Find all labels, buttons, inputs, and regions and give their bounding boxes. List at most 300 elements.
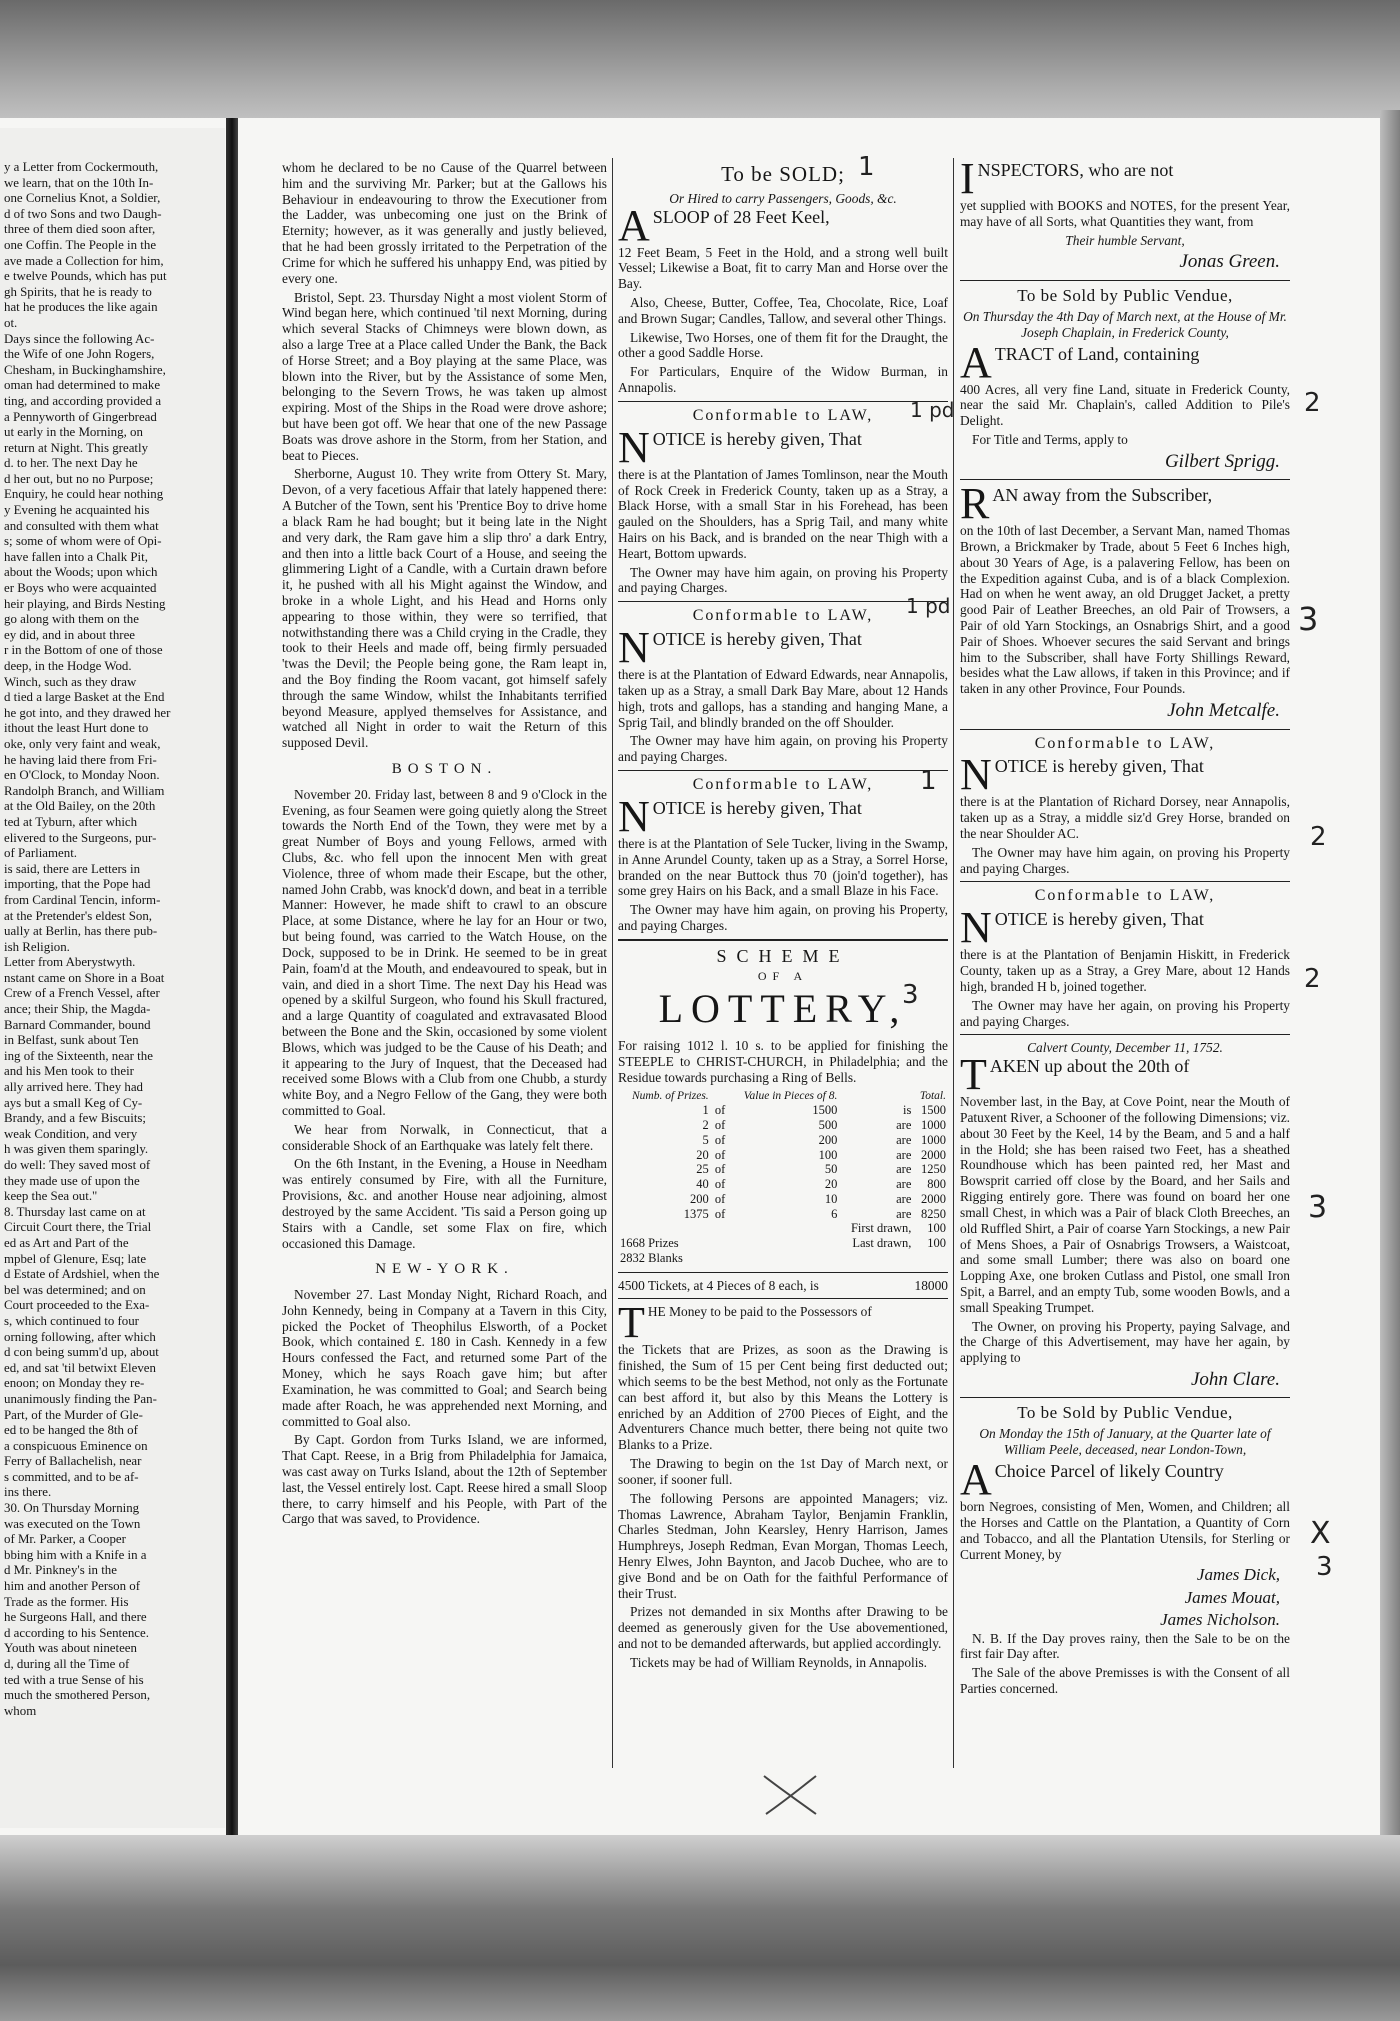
fragment-line: do well: They saved most of (4, 1158, 151, 1172)
drop-cap: T (618, 1298, 645, 1348)
fragment-line: one Cornelius Knot, a Soldier, (4, 191, 161, 206)
drop-cap: N (618, 791, 650, 841)
vendue-heading: To be Sold by Public Vendue, (1017, 285, 1233, 305)
table-cell: are (896, 1206, 912, 1221)
fragment-line: is said, there are Letters in (4, 861, 141, 876)
inspectors-closing: Their humble Servant, (1065, 232, 1185, 248)
fragment-line: deep, in the Hodge Wod. (4, 659, 132, 673)
notice-heading: Conformable to LAW, (1034, 887, 1216, 905)
table-cell: 20 (824, 1177, 838, 1192)
notice-body: there is at the Plantation of Sele Tucker, living in the Swamp, in Anne Arundel County, taken up as a Stray, a Sorrel Horse, branded on the near Buttock thus 70 (join'd together), has some grey Hairs on his Back, and a small Blaze in his Face. (618, 835, 948, 899)
fragment-line: ot. (4, 315, 18, 330)
stray-notice (618, 407, 948, 596)
fragment-line: d Estate of Ardshiel, when the (4, 1267, 160, 1282)
table-cell: of (714, 1118, 726, 1133)
fragment-line: ish Religion. (4, 939, 70, 954)
fragment-line: of Mr. Parker, a Cooper (4, 1532, 126, 1547)
notice-headline: OTICE is hereby given, That (652, 629, 862, 650)
divider (618, 939, 948, 941)
fragment-line: Trade as the former. His (4, 1594, 129, 1609)
fragment-line: er Boys who were acquainted (4, 581, 157, 596)
notice-owner: The Owner may have him again, on proving his Property and paying Charges. (618, 564, 948, 596)
drop-cap: N (618, 422, 650, 472)
schooner-headline: AKEN up about the 20th of (989, 1056, 1190, 1077)
notice-heading: Conformable to LAW, (692, 607, 874, 625)
notice-headline: OTICE is hereby given, That (652, 797, 862, 818)
fragment-line: ut early in the Morning, on (4, 425, 143, 440)
fragment-line: at the Old Bailey, on the 20th (4, 799, 156, 814)
fragment-line: he having laid there from Fri- (4, 752, 157, 767)
fragment-line: ance; their Ship, the Magda- (4, 1002, 151, 1017)
scheme-heading: SCHEME (716, 945, 850, 966)
table-cell: of (714, 1206, 726, 1221)
schooner-body: November last, in the Bay, at Cove Point, near the Mouth of Patuxent River, a Schooner of the following Dimensions; viz. about 30 Feet by the Keel, 14 by the Beam, and 5 and a half in the Hold; she has been raised two Feet, has a sheathed Roundhouse which has been painted red, her Mast and Bowsprit carried off close by the Board, and her Sails and Rigging entirely gore. There was found on board her one small Chest, in which was a Pair of black Cloth Breeches, an old Ruffled Shirt, a Pair of coarse Yarn Stockings, a new Pair of Mens Shoes, a Pair of Osnabrigs Trowsers, a Waistcoat, and some small Lumber; there was also on board one Lopping Axe, one broken Cutlass and Pistol, one small Iron Spit, a Barrel, and an empty Tub, some wooden Bowls, and a small Speaking Trumpet. (960, 1094, 1290, 1315)
table-cell: are (896, 1162, 912, 1177)
table-row (618, 1251, 948, 1266)
fragment-line: importing, that the Pope had (4, 877, 151, 892)
table-cell: 2000 (921, 1147, 946, 1162)
table-cell: 100 (927, 1221, 946, 1236)
table-cell: of (714, 1132, 726, 1147)
signature-jonas-green: Jonas Green. (1179, 251, 1280, 273)
negroes-body: born Negroes, consisting of Men, Women, and Children; all the Horses and Cattle on the Plantation, a Quantity of Corn and Tobacco, and all the Plantation Utensils, for Sterling or Current Money, by (960, 1499, 1290, 1562)
fragment-line: he Surgeons Hall, and there (4, 1610, 147, 1625)
fragment-line: en O'Clock, to Monday Noon. (4, 768, 160, 783)
column-advertisements-a (618, 160, 951, 1674)
fragment-line: from Cardinal Tencin, inform- (4, 892, 161, 907)
table-cell: Last drawn, (852, 1236, 912, 1251)
fragment-line: ins there. (4, 1485, 52, 1500)
divider (618, 770, 948, 771)
new-york-heading: NEW-YORK. (375, 1261, 514, 1278)
fragment-line: three of them died soon after, (4, 222, 156, 237)
fragment-line: Letter from Aberystwyth. (4, 955, 136, 970)
notice-heading: Conformable to LAW, (692, 406, 874, 424)
fragment-line: d. to her. The next Day he (4, 456, 138, 471)
fragment-line: oman had determined to make (4, 378, 161, 393)
pencil-cross-mark (760, 1772, 820, 1818)
table-cell: is (903, 1103, 912, 1118)
handwritten-mark: 2 (1304, 388, 1321, 418)
handwritten-mark: 1 pd (906, 594, 951, 618)
table-cell: 5 (702, 1132, 709, 1147)
notice-headline: OTICE is hereby given, That (994, 756, 1204, 777)
table-cell: First drawn, (850, 1221, 912, 1236)
table-row (618, 1162, 948, 1177)
money-headline-row (618, 1298, 948, 1348)
vendue-date-place: On Monday the 15th of January, at the Quarter late of William Peele, deceased, near London-Town, (979, 1426, 1271, 1458)
divider (960, 881, 1290, 882)
handwritten-mark: 3 (1308, 1190, 1328, 1225)
handwritten-mark: 2 (1310, 822, 1327, 852)
fragment-line: ave made a Collection for him, (4, 253, 164, 268)
table-cell: 50 (824, 1162, 838, 1177)
sloop-description: 12 Feet Beam, 5 Feet in the Hold, and a strong well built Vessel; Likewise a Boat, fit to carry Man and Horse over the Bay. (618, 244, 948, 292)
fragment-line: return at Night. This greatly (4, 440, 149, 455)
money-headline: HE Money to be paid to the Possessors of (647, 1304, 872, 1320)
boston-report-1: November 20. Friday last, between 8 and 9 o'Clock in the Evening, as four Seamen were going quietly along the Street towards the North End of the Town, they were met by a great Number of Boys and young Fellows, armed with Clubs, &c. who fell upon the innocent Men with great Violence, three of whom made their Escape, but the other, named John Crabb, was knock'd down, and beat in a terrible Manner: However, he made shift to crawl to an obscure Place, at some Distance, where he lay for an Hour or two, but being found, was carried to the Watch House, on the Dock, supposed to be in Drink. He seemed to be in great Pain, foam'd at the Mouth, and endeavoured to speak, but in vain, and died in a short Time. The next Day his Head was opened by a skilful Surgeon, who found his Skull fractured, and a large Quantity of coagulated and extravasated Blood between the Bone and the Skin, occasioned by some violent Blows, which was judged to be the Cause of his Death; and it appearing to the Jury of Inquest, that the Deceased had received some Blows with a Club from one Chubb, a sturdy white Boy, and a Negro Fellow of the Gang, they were both committed to Goal. (282, 786, 607, 1118)
fragment-line: Circuit Court there, the Trial (4, 1220, 152, 1235)
tract-terms: For Title and Terms, apply to (972, 431, 1128, 447)
drop-cap: N (960, 750, 992, 800)
handwritten-mark: X (1310, 1516, 1331, 1551)
table-cell: 2832 Blanks (620, 1250, 683, 1265)
fragment-line: a Pennyworth of Gingerbread (4, 409, 157, 424)
notice-owner: The Owner may have him again, on proving his Property and paying Charges. (960, 844, 1290, 876)
signature-john-clare: John Clare. (1190, 1369, 1280, 1391)
table-cell: 40 (696, 1177, 709, 1192)
prizes-note: Prizes not demanded in six Months after Drawing to be deemed as generously given for the Use abovementioned, and not to be demanded afterwards, but applied accordingly. (618, 1604, 948, 1652)
fragment-line: bel was determined; and on (4, 1282, 146, 1297)
lottery-purpose: For raising 1012 l. 10 s. to be applied for finishing the STEEPLE to CHRIST-CHURCH, in Philadelphia; and the Residue towards purchasing a Ring of Bells. (618, 1038, 948, 1085)
table-cell: are (896, 1118, 912, 1133)
sloop-ad (618, 200, 948, 250)
fragment-line: we learn, that on the 10th In- (4, 175, 154, 190)
header-cell: Total. (919, 1089, 946, 1102)
fragment-line: they made use of upon the (4, 1173, 140, 1188)
table-cell: of (714, 1147, 726, 1162)
fragment-line: ted at Tyburn, after which (4, 814, 138, 829)
fragment-line: d tied a large Basket at the End (4, 690, 165, 705)
consent-note: The Sale of the above Premisses is with the Consent of all Parties concerned. (960, 1665, 1290, 1696)
fragment-line: weak Condition, and very (4, 1126, 138, 1141)
handwritten-mark: 1 (858, 152, 875, 182)
fragment-line: keep the Sea out." (4, 1189, 98, 1204)
divider (618, 1298, 948, 1299)
fragment-line: about the Woods; upon which (4, 565, 158, 580)
table-cell: are (896, 1191, 912, 1206)
table-cell: 800 (927, 1177, 946, 1192)
fragment-line: d her out, but no no Purpose; (4, 471, 154, 486)
schooner-ad (960, 1050, 1290, 1100)
fragment-line: at the Pretender's eldest Son, (4, 908, 153, 923)
notice-body: there is at the Plantation of James Tomlinson, near the Mouth of Rock Creek in Frederick County, taken up as a Stray, a Black Horse, with a small Star in his Forehead, has been gauled on the Shoulders, has a Sprig Tail, and many white Hairs on his Back, and is branded on the near Thigh with a Heart, Bottom upwards. (618, 466, 948, 561)
divider (960, 280, 1290, 281)
table-row (618, 1192, 948, 1207)
calvert-dateline: Calvert County, December 11, 1752. (1027, 1040, 1223, 1056)
fragment-line: go along with them on the (4, 612, 139, 627)
signature-james-dick: James Dick, (1196, 1565, 1280, 1585)
table-cell: 20 (696, 1147, 709, 1162)
table-cell: 1250 (921, 1162, 946, 1177)
table-cell: 10 (824, 1191, 838, 1206)
fragment-line: elivered to the Surgeons, pur- (4, 830, 157, 845)
runaway-headline: AN away from the Subscriber, (992, 485, 1213, 506)
fragment-line: ey did, and in about three (4, 627, 136, 642)
column-news (282, 160, 607, 1530)
new-york-report-2: By Capt. Gordon from Turks Island, we are informed, That Capt. Reese, in a Brig from Philadelphia for Jamaica, was cast away on Turks Island, about the 12th of September last, the Vessel entirely lost. Capt. Reese hired a small Sloop there, to carry himself and his People, with Part of the Cargo that was saved, to Providence. (282, 1432, 607, 1527)
column-rule (612, 158, 613, 1768)
managers: The following Persons are appointed Managers; viz. Thomas Lawrence, Abraham Taylor, Benjamin Franklin, Charles Stedman, John Kearsley, Henry Harrison, James Humphreys, Joseph Redman, Evan Morgan, Thomas Leech, Henry Elwes, John Baynton, and Jacob Duchee, who are to give Bond and be on Oath for the faithful Performance of their Trust. (618, 1490, 948, 1601)
drop-cap: N (618, 623, 650, 673)
drop-cap: T (960, 1050, 987, 1100)
prize-table-header (618, 1090, 948, 1104)
fragment-line: 30. On Thursday Morning (4, 1501, 140, 1516)
fragment-line: he got into, and they drawed her (4, 705, 171, 720)
table-cell: of (714, 1177, 726, 1192)
divider (618, 401, 948, 402)
table-cell: 1500 (812, 1103, 838, 1118)
fragment-line: one Coffin. The People in the (4, 237, 157, 252)
tract-ad (960, 337, 1290, 387)
sloop-headline: SLOOP of 28 Feet Keel, (652, 206, 830, 227)
fragment-line: ually at Berlin, has there pub- (4, 924, 158, 939)
fragment-line: nstant came on Shore in a Boat (4, 970, 165, 985)
table-cell: 1000 (921, 1118, 946, 1133)
fragment-line: the Wife of one John Rogers, (4, 347, 155, 362)
fragment-line: enoon; on Monday they re- (4, 1376, 145, 1391)
fragment-line: oke, only very faint and weak, (4, 736, 161, 751)
fragment-line: him and another Person of (4, 1579, 141, 1594)
handwritten-mark: 3 (902, 980, 919, 1010)
handwritten-mark: 1 (920, 766, 937, 796)
new-york-report-1: November 27. Last Monday Night, Richard Roach, and John Kennedy, being in Company at a Tavern in this City, picked the Pocket of Theophilus Elsworth, of a Pocket Book, which contained £. 180 in Cash. Kennedy in a few Hours confessed the Fact, and returned some Part of the Money, which he says Roach gave him; but after Examination, he was committed to Goal; and Search being made after Roach, he was apprehended next Morning, and committed to Goal also. (282, 1287, 607, 1429)
fragment-line: Court proceeded to the Exa- (4, 1298, 150, 1313)
boston-heading: BOSTON. (391, 761, 498, 778)
fragment-line: Chesham, in Buckinghamshire, (4, 362, 166, 377)
lottery-scheme (618, 946, 948, 1671)
table-cell: 2000 (921, 1191, 946, 1206)
handwritten-mark: 1 pd (910, 398, 955, 422)
stray-notice (618, 776, 948, 934)
tract-headline: TRACT of Land, containing (994, 343, 1200, 364)
table-cell: 2 (702, 1118, 709, 1133)
handwritten-mark: 3 (1316, 1552, 1333, 1582)
runaway-ad (960, 479, 1290, 529)
money-body: the Tickets that are Prizes, as soon as the Drawing is finished, the Sum of 15 per Cent being first deducted out; which seems to be the best Method, not only as the Fortunate can best afford it, but also by this Means the Lottery is enriched by an Addition of 2700 Pieces of Eight, and the Adventurers Chance much better, there being not quite two Blanks to a Prize. (618, 1342, 948, 1453)
table-cell: 1000 (921, 1132, 946, 1147)
notice-body: there is at the Plantation of Edward Edwards, near Annapolis, taken up as a Stray, a small Dark Bay Mare, about 12 Hands high, trots and gallops, has a standing and hanging Mane, a Sprig Tail, and blindly branded on the off Shoulder. (618, 667, 948, 730)
fragment-line: ally arrived here. They had (4, 1080, 143, 1095)
fragment-line: d Mr. Pinkney's in the (4, 1563, 117, 1578)
divider (618, 601, 948, 602)
tract-body: 400 Acres, all very fine Land, situate in Frederick County, near the said Mr. Chaplain's, called Addition to Pile's Delight. (960, 381, 1290, 429)
signature-james-nicholson: James Nicholson. (1160, 1610, 1280, 1630)
inspectors-ad (960, 160, 1290, 203)
fragment-line: s, which continued to four (4, 1313, 139, 1328)
fragment-line: hat he produces the like again (4, 300, 158, 315)
table-cell: 6 (831, 1206, 838, 1221)
table-cell: 1 (702, 1103, 709, 1118)
fragment-line: ays but a small Keg of Cy- (4, 1095, 143, 1110)
fragment-line: ed as Art and Part of the (4, 1235, 129, 1250)
sloop-enquire: For Particulars, Enquire of the Widow Burman, in Annapolis. (618, 364, 948, 396)
fragment-line: Barnard Commander, bound (4, 1017, 151, 1032)
notice-body: there is at the Plantation of Benjamin Hiskitt, in Frederick County, taken up as a Stray, a Grey Mare, about 12 Hands high, branded H b, joined together. (960, 947, 1290, 994)
boston-report-3: On the 6th Instant, in the Evening, a House in Needham was entirely consumed by Fire, with all the Furniture, Provisions, &c. and another House near adjoining, almost destroyed by the same Accident. 'Tis said a Person going up Stairs with a Candle, set some Flax on fire, which occasioned this Damage. (282, 1156, 607, 1251)
schooner-owner: The Owner, on proving his Property, paying Salvage, and the Charge of this Advertisement, may have her again, by applying to (960, 1318, 1290, 1366)
fragment-line: y a Letter from Cockermouth, (4, 160, 159, 174)
notice-owner: The Owner may have him again, on proving his Property and paying Charges. (618, 733, 948, 765)
tickets-line (618, 1278, 948, 1294)
fragment-line: Enquiry, he could hear nothing (4, 487, 164, 502)
table-cell: 1375 (683, 1206, 709, 1221)
table-cell: of (714, 1162, 726, 1177)
fragment-line: in Belfast, sunk about Ten (4, 1033, 139, 1048)
boston-report-2: We hear from Norwalk, in Connecticut, that a considerable Shock of an Earthquake was lately felt there. (282, 1121, 607, 1153)
notice-heading: Conformable to LAW, (692, 776, 874, 794)
fragment-line: h was given them sparingly. (4, 1142, 149, 1157)
vendue-heading: To be Sold by Public Vendue, (1017, 1403, 1233, 1423)
bristol-report: Bristol, Sept. 23. Thursday Night a most violent Storm of Wind began here, which continued 'til next Morning, during which several Stacks of Chimneys were blown down, as also a large Tree at a Place called Under the Bank, the Back of Horse Street; and a Boy playing at the same Place, was blown into the River, but by the Assistance of some Men, belonging to the Severn Trows, he was taken up almost expiring. Most of the Ships in the Road were drove ashore; but have been got off. We hear that one of the new Passage Boats was drove ashore in the Storm, from her Station, and beat to Pieces. (282, 289, 607, 463)
fragment-line: ing of the Sixteenth, near the (4, 1048, 153, 1063)
fragment-line: e twelve Pounds, which has put (4, 269, 167, 284)
fragment-line: ithout the least Hurt done to (4, 721, 149, 736)
divider (960, 1034, 1290, 1035)
fragment-line: d con being summ'd up, about (4, 1345, 159, 1360)
table-row (618, 1133, 948, 1148)
drop-cap: A (960, 337, 992, 387)
lottery-title: LOTTERY, (658, 986, 908, 1032)
table-row (618, 1118, 948, 1133)
fragment-line: d according to his Sentence. (4, 1625, 149, 1640)
stray-notice (960, 887, 1290, 1029)
fragment-line: was executed on the Town (4, 1516, 141, 1531)
rain-note: N. B. If the Day proves rainy, then the Sale to be on the first fair Day after. (960, 1630, 1290, 1662)
table-cell: 200 (689, 1191, 709, 1206)
tickets-total: 18000 (914, 1277, 948, 1293)
fragment-line: and his Men took to their (4, 1064, 134, 1079)
fragment-line: y Evening he acquainted his (4, 503, 150, 518)
notice-heading: Conformable to LAW, (1034, 734, 1216, 752)
table-cell: 1500 (921, 1103, 946, 1118)
fragment-line: Winch, such as they draw (4, 674, 137, 689)
table-row (618, 1207, 948, 1222)
table-cell: 100 (927, 1236, 946, 1251)
fragment-line: r in the Bottom of one of those (4, 643, 163, 658)
drop-cap: A (960, 1455, 992, 1505)
notice-body: there is at the Plantation of Richard Dorsey, near Annapolis, taken up as a Stray, a middle siz'd Grey Horse, branded on the near Shoulder AC. (960, 794, 1290, 842)
divider (960, 729, 1290, 730)
fragment-line: mpbel of Glenure, Esq; late (4, 1251, 147, 1266)
fragment-line: Crew of a French Vessel, after (4, 986, 160, 1001)
fragment-line: d of two Sons and two Daugh- (4, 206, 162, 221)
prize-table (618, 1090, 948, 1266)
notice-headline: OTICE is hereby given, That (652, 428, 862, 449)
table-cell: are (896, 1147, 912, 1162)
header-cell: Value in Pieces of 8. (743, 1089, 838, 1102)
drawing-date: The Drawing to begin on the 1st Day of March next, or sooner, if sooner full. (618, 1456, 948, 1487)
handwritten-mark: 2 (1304, 964, 1321, 994)
sloop-goods: Also, Cheese, Butter, Coffee, Tea, Chocolate, Rice, Loaf and Brown Sugar; Candles, Tallow, and several other Things. (618, 295, 948, 326)
table-cell: of (714, 1103, 726, 1118)
scan-shadow-bottom (0, 1835, 1400, 2021)
fragment-line: d, during all the Time of (4, 1657, 130, 1671)
fragment-line: ting, and according provided a (4, 393, 162, 408)
fragment-line: s committed, and to be af- (4, 1469, 139, 1484)
fragment-line: much the smothered Person, (4, 1688, 151, 1703)
fragment-line: a conspicuous Eminence on (4, 1438, 148, 1453)
inspectors-body: yet supplied with BOOKS and NOTES, for the present Year, may have of all Sorts, what Quantities they want, from (960, 198, 1290, 229)
handwritten-mark: 3 (1298, 600, 1319, 638)
stray-notice (960, 735, 1290, 877)
table-cell: 8250 (921, 1206, 946, 1221)
fragment-line: unanimously finding the Pan- (4, 1391, 157, 1406)
vendue-date-place: On Thursday the 4th Day of March next, at the House of Mr. Joseph Chaplain, in Frederick County, (963, 308, 1287, 340)
drop-cap: N (960, 903, 992, 953)
fragment-line: ed, and sat 'til betwixt Eleven (4, 1360, 156, 1375)
header-cell: Numb. of Prizes. (632, 1089, 709, 1102)
fragment-line: Youth was about nineteen (4, 1641, 137, 1656)
divider (960, 1397, 1290, 1398)
fragment-line: whom (4, 1703, 37, 1718)
execution-report: whom he declared to be no Cause of the Quarrel between him and the surviving Mr. Parker; but at the Gallows his Behaviour in endeavouring to throw the Executioner from the Ladder, was unbecoming one just on the Brink of Eternity; however, as it was generally and justly believed, that he had been grossly irritated to the Perpetration of the Crime for which he suffered his unhappy End, was pitied by every one. (282, 160, 607, 286)
fragment-line: ted with a true Sense of his (4, 1672, 144, 1687)
signature-james-mouat: James Mouat, (1184, 1587, 1280, 1607)
page-edge-right (1380, 110, 1400, 1870)
fragment-line: orning following, after which (4, 1329, 156, 1344)
table-cell: of (714, 1191, 726, 1206)
fragment-line: bbing him with a Knife in a (4, 1547, 147, 1562)
fragment-line: Days since the following Ac- (4, 331, 155, 346)
table-row (618, 1236, 948, 1251)
header-cell (711, 1090, 728, 1104)
notice-headline: OTICE is hereby given, That (994, 909, 1204, 930)
table-cell: 1668 Prizes (620, 1236, 679, 1251)
tickets-text: 4500 Tickets, at 4 Pieces of 8 each, is (618, 1277, 819, 1293)
fragment-line: 8. Thursday last came on at (4, 1204, 146, 1219)
inspectors-headline: NSPECTORS, who are not (977, 160, 1174, 180)
notice-owner: The Owner may have him again, on proving his Property, and paying Charges. (618, 902, 948, 933)
table-cell (618, 1221, 839, 1236)
sloop-horses: Likewise, Two Horses, one of them fit for the Draught, the other a good Saddle Horse. (618, 329, 948, 361)
column-advertisements-b (960, 160, 1290, 1700)
fragment-line: Randolph Branch, and William (4, 783, 165, 798)
tickets-sold-by: Tickets may be had of William Reynolds, in Annapolis. (630, 1654, 928, 1670)
table-cell: 200 (818, 1132, 838, 1147)
to-be-sold-heading: To be SOLD; (721, 162, 845, 186)
divider (618, 1272, 948, 1273)
drop-cap: R (960, 479, 990, 529)
table-cell: 25 (696, 1162, 709, 1177)
table-cell: are (896, 1132, 912, 1147)
table-cell: 100 (818, 1147, 838, 1162)
signature-john-metcalfe: John Metcalfe. (1167, 700, 1280, 722)
fragment-line: gh Spirits, that he is ready to (4, 284, 152, 299)
stray-notice (618, 607, 948, 765)
table-row (618, 1177, 948, 1192)
table-row (618, 1103, 948, 1118)
table-cell: 500 (818, 1118, 838, 1133)
signature-gilbert-sprigg: Gilbert Sprigg. (1164, 450, 1280, 472)
fragment-line: Part, of the Murder of Gle- (4, 1407, 143, 1422)
of-a-heading: OF A (757, 969, 809, 983)
divider (960, 479, 1290, 480)
fragment-line: and consulted with them what (4, 518, 159, 533)
fragment-line: of Parliament. (4, 846, 78, 861)
drop-cap: A (618, 200, 650, 250)
fragment-line: Ferry of Ballachelish, near (4, 1454, 142, 1469)
table-row (618, 1148, 948, 1163)
table-row (618, 1221, 948, 1236)
fragment-line: heir playing, and Birds Nesting (4, 596, 166, 611)
negroes-ad (960, 1455, 1290, 1505)
fragment-line: s; some of whom were of Opi- (4, 534, 162, 549)
runaway-body: on the 10th of last December, a Servant Man, named Thomas Brown, a Brickmaker by Trade, about 5 Feet 6 Inches high, about 30 Years of Age, is a palavering Fellow, has been on the Expedition against Cuba, and is of a black Complexion. Had on when he went away, an old Drugget Jacket, a pretty good Pair of Leather Breeches, an old Pair of Trowsers, a Pair of old Yarn Stockings, an Osnabrigs Shirt, and a good Pair of Shoes. Whoever secures the said Servant and brings him to the Subscriber, shall have Forty Shillings Reward, besides what the Law allows, if taken in this Province; and if taken in any other Province, Four Pounds. (960, 523, 1290, 697)
fragment-line: have fallen into a Chalk Pit, (4, 549, 148, 564)
fragment-line: Brandy, and a few Biscuits; (4, 1111, 147, 1126)
drop-cap: I (960, 160, 975, 203)
header-cell (839, 1090, 913, 1104)
hired-subheading: Or Hired to carry Passengers, Goods, &c. (669, 190, 897, 206)
sherborne-report: Sherborne, August 10. They write from Ottery St. Mary, Devon, of a very facetious Affair that lately happened there: A Butcher of the Town, sent his 'Prentice Boy to drive home a black Ram he had bought; but it being late in the Night and very dark, the Ram gave him a slip thro' a dark Entry, and then into a little back Court of a House, and seeing the glimmering Light of a Candle, with a Curtain drawn before it, he pushed with all his Might against the Window, and broke in a whole Light, and his Head and Horns only appearing to those within, they were so terrified, that notwithstanding there was a Child crying in the Cradle, they took to their Heels and made off, being firmly persuaded 'twas the Devil; the People being gone, the Ram leapt in, and the Boy finding the Room vacant, got himself safely through the same Window, whilst the Inhabitants terrified beyond Measure, applyed themselves for Assistance, and watched all Night in order to wait the Return of this supposed Devil. (282, 466, 607, 751)
binding-gutter (226, 118, 238, 1838)
negroes-headline: Choice Parcel of likely Country (994, 1461, 1224, 1482)
notice-owner: The Owner may have her again, on proving his Property and paying Charges. (960, 997, 1290, 1029)
left-page-fragment (4, 160, 220, 1719)
table-cell: are (896, 1177, 912, 1192)
fragment-line: ed to be hanged the 8th of (4, 1423, 138, 1438)
